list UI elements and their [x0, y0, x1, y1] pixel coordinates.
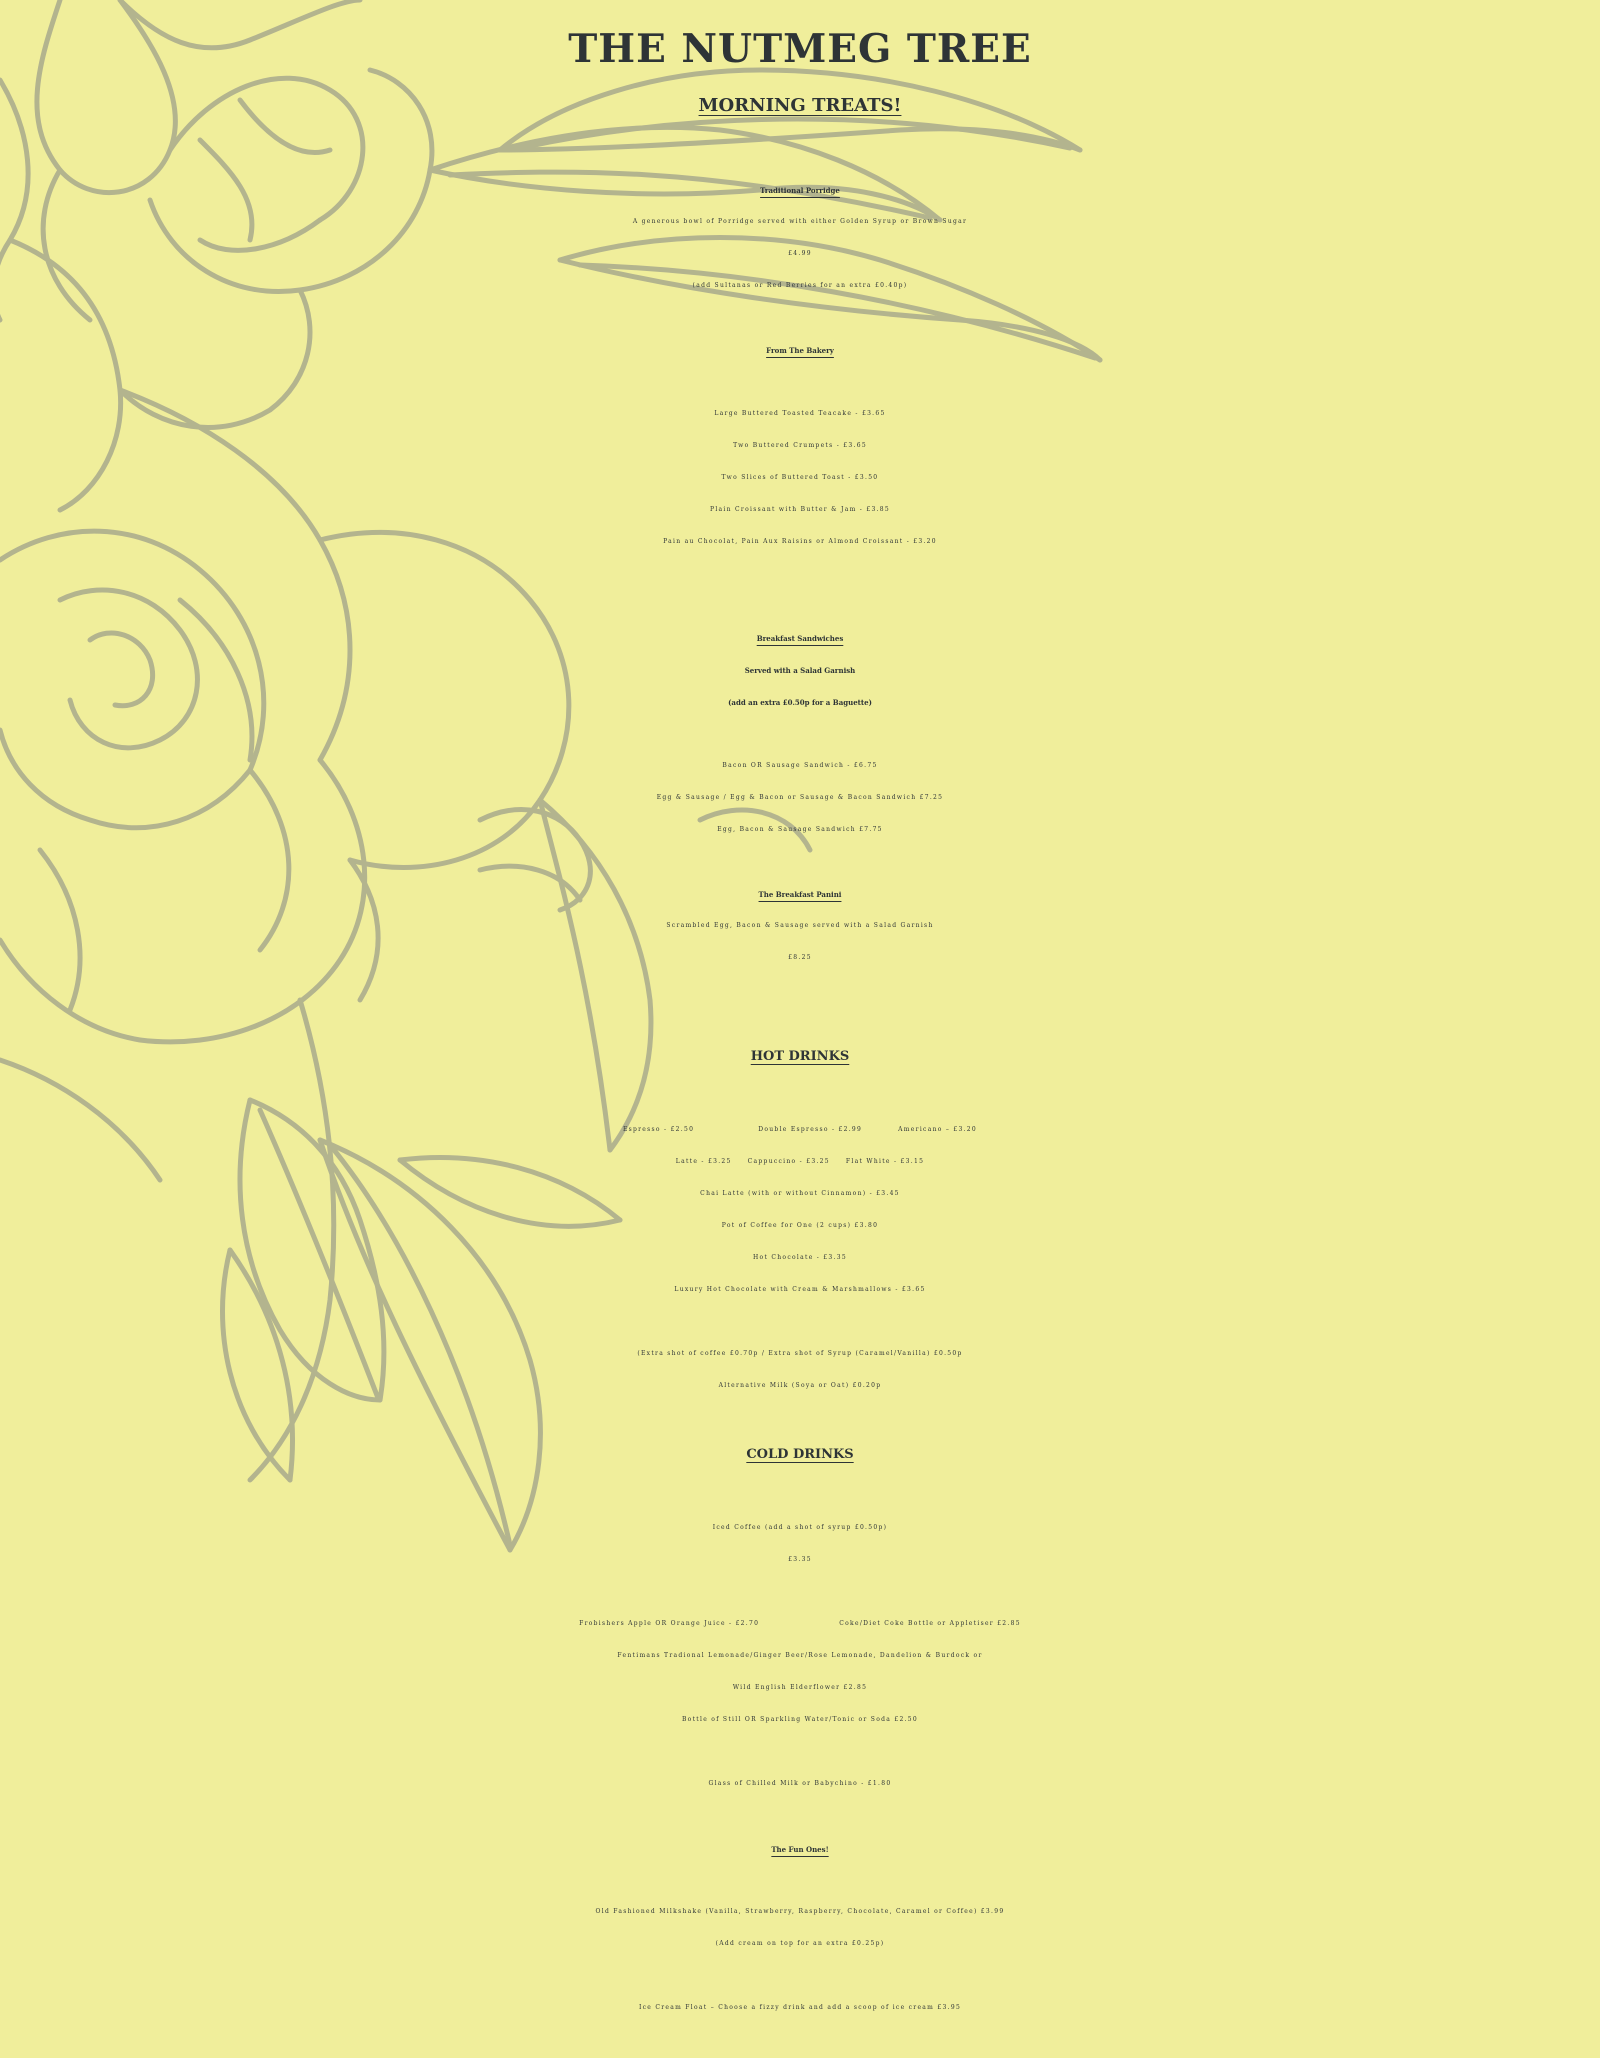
fun-ones-heading: The Fun Ones!	[771, 1845, 829, 1854]
porridge-heading: Traditional Porridge	[760, 186, 840, 195]
sandwiches-baguette-note: (add an extra £0.50p for a Baguette)	[728, 698, 872, 707]
hot-drink-item: Latte - £3.25	[675, 1158, 732, 1165]
porridge-extra: (add Sultanas or Red Berries for an extra £0.40p)	[692, 282, 908, 289]
hot-drink-item: Hot Chocolate - £3.35	[753, 1254, 847, 1261]
hot-drink-item: Double Espresso - £2.99	[758, 1126, 863, 1133]
cold-drink-item: Iced Coffee (add a shot of syrup £0.50p)	[712, 1524, 888, 1531]
panini-heading: The Breakfast Panini	[758, 890, 842, 899]
hot-drink-item: Luxury Hot Chocolate with Cream & Marshmallows - £3.65	[674, 1286, 926, 1293]
fun-item: Old Fashioned Milkshake (Vanilla, Strawberry, Raspberry, Chocolate, Caramel or Coffee) £3.99	[595, 1908, 1005, 1915]
cold-drink-item: Wild English Elderflower £2.85	[732, 1684, 868, 1691]
cold-drink-item: Coke/Diet Coke Bottle or Appletiser £2.85	[839, 1620, 1021, 1627]
hot-drink-item: Pot of Coffee for One (2 cups) £3.80	[721, 1222, 879, 1229]
cold-drink-item: Fentimans Tradional Lemonade/Ginger Beer/Rose Lemonade, Dandelion & Burdock or	[617, 1652, 983, 1659]
hot-drinks-row	[0, 1127, 1600, 1133]
sandwich-item: Bacon OR Sausage Sandwich - £6.75	[722, 762, 878, 769]
bakery-heading: From The Bakery	[766, 346, 834, 355]
sandwiches-heading: Breakfast Sandwiches	[756, 634, 844, 643]
bakery-item: Two Buttered Crumpets - £3.65	[733, 442, 867, 449]
cold-drink-item: Bottle of Still OR Sparkling Water/Tonic or Soda £2.50	[681, 1716, 919, 1723]
panini-description: Scrambled Egg, Bacon & Sausage served with a Salad Garnish	[666, 922, 934, 929]
hot-drinks-row	[0, 1159, 1600, 1165]
cold-drink-item: Frobishers Apple OR Orange Juice - £2.70	[579, 1620, 760, 1627]
porridge-price: £4.99	[788, 250, 812, 257]
cold-drink-price: £3.35	[788, 1556, 812, 1563]
hot-drinks-extra: Alternative Milk (Soya or Oat) £0.20p	[718, 1382, 882, 1389]
sandwich-item: Egg & Sausage / Egg & Bacon or Sausage & Bacon Sandwich £7.25	[656, 794, 944, 801]
cold-drinks-heading: COLD DRINKS	[746, 1447, 854, 1462]
bakery-item: Pain au Chocolat, Pain Aux Raisins or Almond Croissant - £3.20	[663, 538, 937, 545]
hot-drink-item: Espresso - £2.50	[622, 1126, 695, 1133]
hot-drink-item: Chai Latte (with or without Cinnamon) - £3.45	[700, 1190, 900, 1197]
fun-item-extra: (Add cream on top for an extra £0.25p)	[715, 1940, 885, 1947]
hot-drink-item: Americano – £3.20	[898, 1126, 978, 1133]
cold-drinks-row	[0, 1621, 1600, 1627]
hot-drinks-extra: (Extra shot of coffee £0.70p / Extra shot of Syrup (Caramel/Vanilla) £0.50p	[637, 1350, 963, 1357]
sandwiches-subheading: Served with a Salad Garnish	[744, 666, 856, 675]
bakery-item: Plain Croissant with Butter & Jam - £3.85	[709, 506, 891, 513]
panini-price: £8.25	[788, 954, 812, 961]
hot-drinks-heading: HOT DRINKS	[750, 1049, 850, 1064]
fun-item: Ice Cream Float – Choose a fizzy drink and add a scoop of ice cream £3.95	[638, 2004, 962, 2011]
sandwich-item: Egg, Bacon & Sausage Sandwich £7.75	[717, 826, 883, 833]
bakery-item: Two Slices of Buttered Toast - £3.50	[721, 474, 879, 481]
page-subtitle: MORNING TREATS!	[698, 95, 902, 116]
cold-drink-item: Glass of Chilled Milk or Babychino - £1.80	[708, 1780, 892, 1787]
page-title: THE NUTMEG TREE	[568, 26, 1032, 72]
bakery-item: Large Buttered Toasted Teacake - £3.65	[714, 410, 886, 417]
hot-drink-item: Flat White - £3.15	[845, 1158, 925, 1165]
porridge-description: A generous bowl of Porridge served with either Golden Syrup or Brown Sugar	[632, 218, 968, 225]
hot-drink-item: Cappuccino - £3.25	[747, 1158, 830, 1165]
